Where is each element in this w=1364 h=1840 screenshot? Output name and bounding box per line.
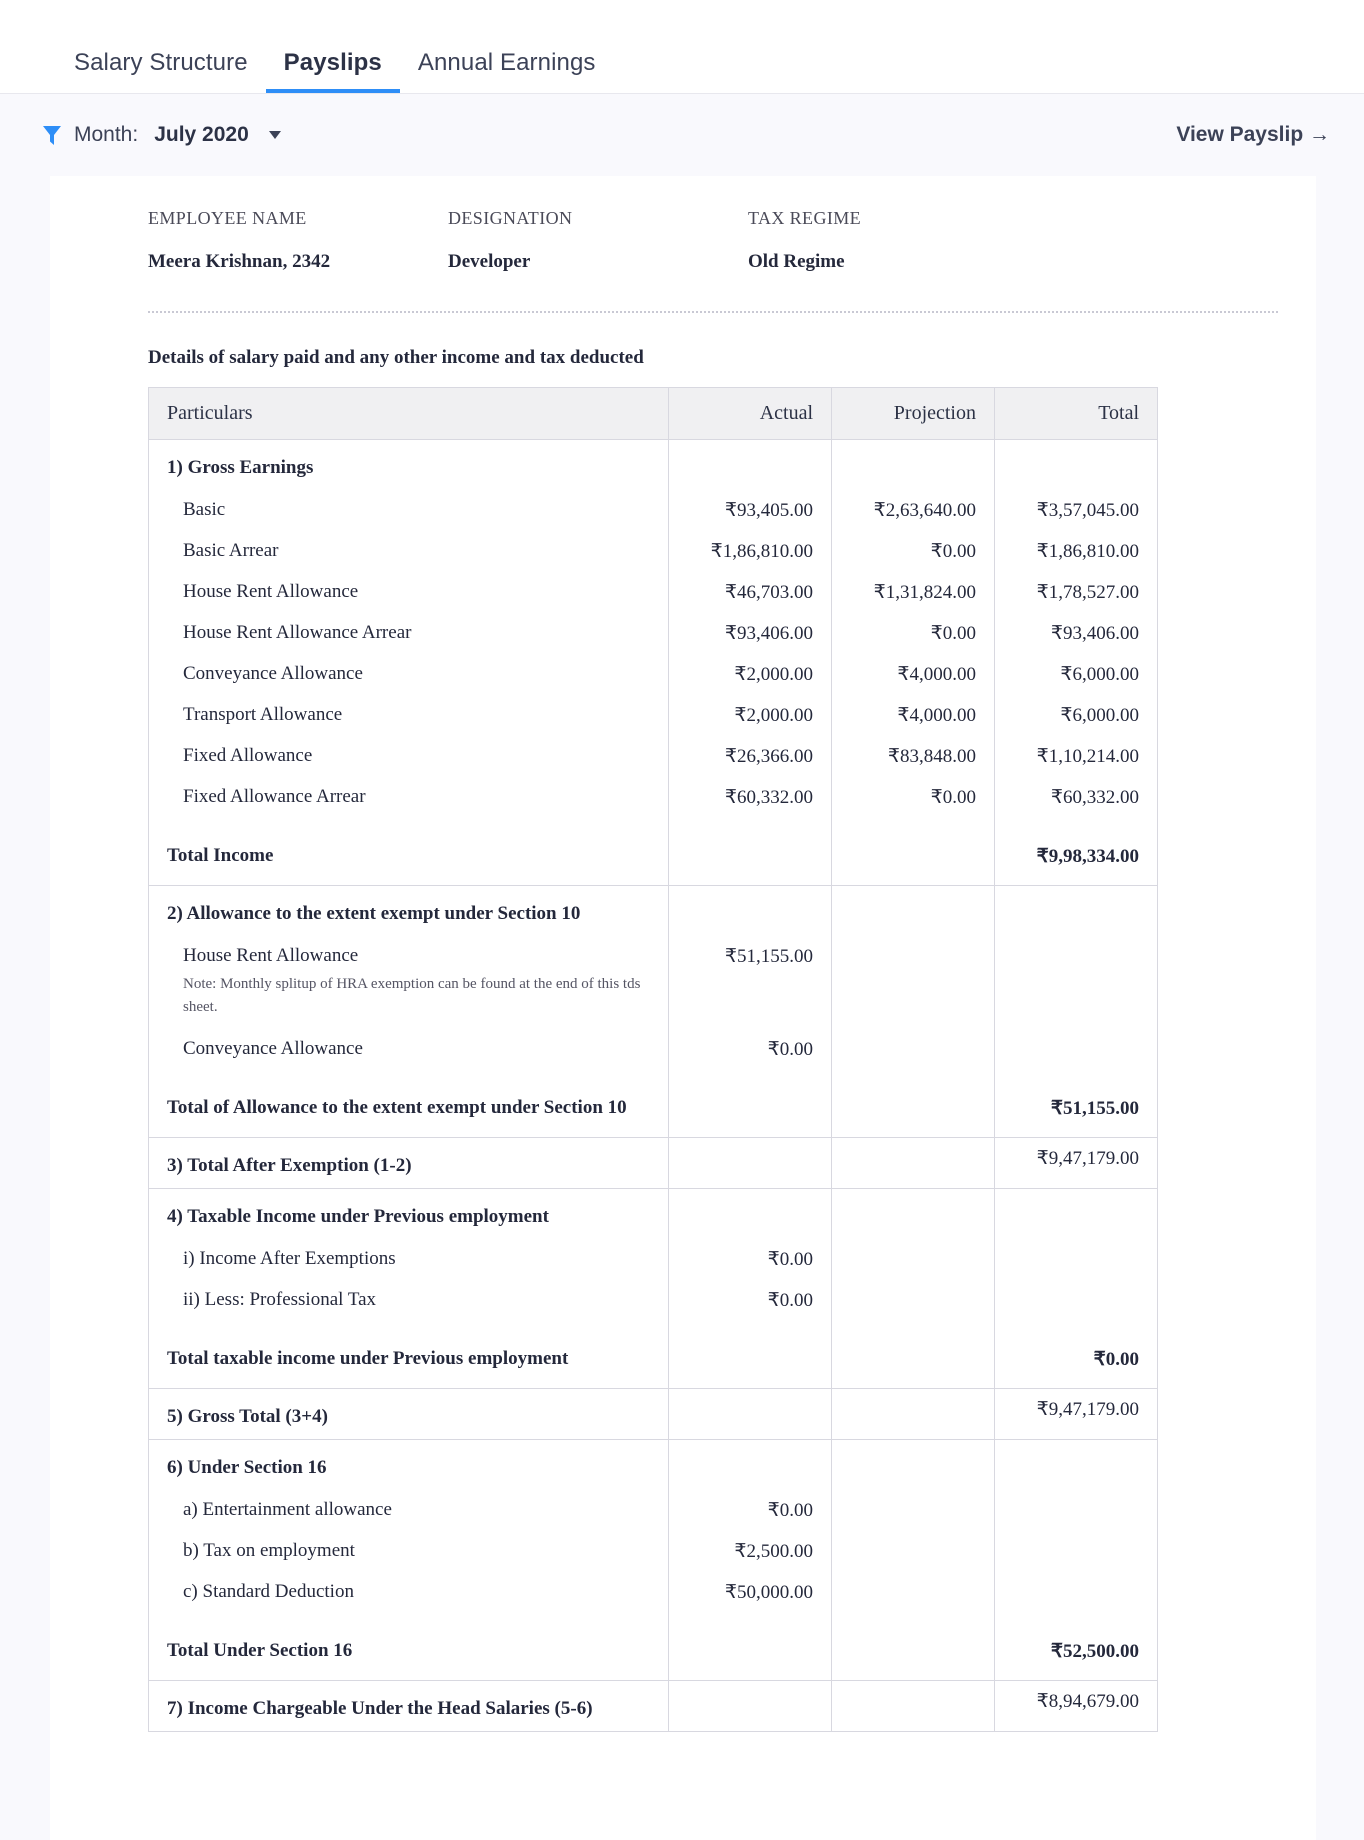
total-value: ₹6,000.00: [995, 654, 1158, 695]
table-row: [149, 1572, 1158, 1613]
spacer-cell: [669, 1613, 832, 1625]
total-value: [995, 1188, 1158, 1239]
spacer-cell: [832, 1613, 995, 1625]
employee-meta: [88, 202, 1278, 273]
spacer-cell: [995, 1613, 1158, 1625]
filter-bar: [0, 94, 1364, 176]
total-value: ₹9,98,334.00: [995, 830, 1158, 886]
tax-regime-block: [748, 208, 861, 273]
row-label: 3) Total After Exemption (1-2): [149, 1137, 669, 1188]
actual-value: ₹0.00: [669, 1239, 832, 1280]
spacer-cell: [669, 1070, 832, 1082]
section-total-row: [149, 1625, 1158, 1681]
total-value: ₹9,47,179.00: [995, 1137, 1158, 1188]
row-label: Total Income: [149, 830, 669, 886]
spacer-cell: [669, 1321, 832, 1333]
table-row: [149, 572, 1158, 613]
table-group: [149, 1188, 1158, 1388]
actual-value: [669, 886, 832, 937]
designation-block: [448, 208, 748, 273]
actual-value: [669, 440, 832, 491]
projection-value: ₹0.00: [832, 777, 995, 818]
section-total-row: [149, 1082, 1158, 1138]
projection-value: [832, 1137, 995, 1188]
total-value: ₹1,86,810.00: [995, 531, 1158, 572]
projection-value: ₹0.00: [832, 613, 995, 654]
total-value: ₹0.00: [995, 1333, 1158, 1389]
projection-value: [832, 1572, 995, 1613]
total-value: [995, 1029, 1158, 1070]
table-group: [149, 440, 1158, 886]
projection-value: ₹0.00: [832, 531, 995, 572]
projection-value: [832, 830, 995, 886]
month-filter[interactable]: [42, 123, 281, 147]
table-row: [149, 654, 1158, 695]
spacer-cell: [995, 1070, 1158, 1082]
row-label: 7) Income Chargeable Under the Head Salaries (5-6): [149, 1680, 669, 1731]
row-spacer: [149, 1613, 1158, 1625]
spacer-cell: [149, 1070, 669, 1082]
month-filter-label: Month:: [74, 123, 139, 146]
total-value: [995, 1531, 1158, 1572]
section-heading-row: [149, 1188, 1158, 1239]
projection-value: [832, 1439, 995, 1490]
payslip-sheet-area: [0, 176, 1364, 1840]
actual-value: ₹46,703.00: [669, 572, 832, 613]
projection-value: ₹4,000.00: [832, 695, 995, 736]
total-value: ₹3,57,045.00: [995, 490, 1158, 531]
total-value: ₹93,406.00: [995, 613, 1158, 654]
section-heading-row: [149, 1439, 1158, 1490]
month-select-value[interactable]: July 2020: [154, 123, 249, 146]
row-label: Fixed Allowance: [149, 736, 669, 777]
table-group: [149, 1680, 1158, 1731]
column-header-actual: Actual: [669, 388, 832, 440]
row-label: House Rent Allowance Arrear: [149, 613, 669, 654]
table-row: [149, 1490, 1158, 1531]
total-value: [995, 1439, 1158, 1490]
tab-salary-structure[interactable]: Salary Structure: [74, 49, 248, 76]
total-value: [995, 1280, 1158, 1321]
actual-value: ₹2,000.00: [669, 695, 832, 736]
row-spacer: [149, 1070, 1158, 1082]
projection-value: ₹2,63,640.00: [832, 490, 995, 531]
table-group: [149, 1388, 1158, 1439]
employee-name-block: [148, 208, 448, 273]
total-value: ₹52,500.00: [995, 1625, 1158, 1681]
table-row: [149, 736, 1158, 777]
spacer-cell: [832, 818, 995, 830]
table-row: [149, 613, 1158, 654]
table-row: [149, 531, 1158, 572]
row-label: ii) Less: Professional Tax: [149, 1280, 669, 1321]
projection-value: [832, 936, 995, 1029]
employee-name-label: EMPLOYEE NAME: [148, 208, 307, 228]
projection-value: [832, 1280, 995, 1321]
table-row: [149, 777, 1158, 818]
projection-value: [832, 1082, 995, 1138]
actual-value: ₹50,000.00: [669, 1572, 832, 1613]
row-label: Total of Allowance to the extent exempt under Section 10: [149, 1082, 669, 1138]
tax-regime-value: Old Regime: [748, 251, 845, 272]
total-value: ₹60,332.00: [995, 777, 1158, 818]
projection-value: [832, 1239, 995, 1280]
actual-value: ₹93,405.00: [669, 490, 832, 531]
spacer-cell: [832, 1070, 995, 1082]
employee-name-value: Meera Krishnan, 2342: [148, 251, 331, 272]
projection-value: ₹83,848.00: [832, 736, 995, 777]
spacer-cell: [149, 818, 669, 830]
row-label: Fixed Allowance Arrear: [149, 777, 669, 818]
row-label: Conveyance Allowance: [149, 654, 669, 695]
actual-value: ₹26,366.00: [669, 736, 832, 777]
total-value: ₹1,78,527.00: [995, 572, 1158, 613]
row-label: c) Standard Deduction: [149, 1572, 669, 1613]
projection-value: [832, 1333, 995, 1389]
total-value: ₹8,94,679.00: [995, 1680, 1158, 1731]
projection-value: [832, 440, 995, 491]
total-value: [995, 1572, 1158, 1613]
projection-value: [832, 1531, 995, 1572]
view-payslip-link[interactable]: View Payslip →: [1176, 123, 1330, 146]
projection-value: [832, 1188, 995, 1239]
table-row: [149, 695, 1158, 736]
actual-value: [669, 1137, 832, 1188]
actual-value: [669, 1388, 832, 1439]
total-value: ₹51,155.00: [995, 1082, 1158, 1138]
section-total-row: [149, 830, 1158, 886]
actual-value: ₹2,500.00: [669, 1531, 832, 1572]
projection-value: [832, 1680, 995, 1731]
table-row: [149, 1531, 1158, 1572]
row-label: Total Under Section 16: [149, 1625, 669, 1681]
total-value: [995, 1490, 1158, 1531]
row-label: House Rent Allowance: [149, 572, 669, 613]
designation-label: DESIGNATION: [448, 208, 573, 228]
table-row: [149, 1280, 1158, 1321]
table-row: [149, 936, 1158, 1029]
row-label: Conveyance Allowance: [149, 1029, 669, 1070]
meta-divider: [148, 311, 1278, 313]
actual-value: [669, 830, 832, 886]
spacer-cell: [669, 818, 832, 830]
actual-value: ₹0.00: [669, 1280, 832, 1321]
table-group: [149, 1439, 1158, 1680]
total-value: ₹6,000.00: [995, 695, 1158, 736]
table-row: [149, 1029, 1158, 1070]
actual-value: ₹0.00: [669, 1029, 832, 1070]
row-label: 5) Gross Total (3+4): [149, 1388, 669, 1439]
section-heading-row: [149, 1137, 1158, 1188]
total-value: [995, 1239, 1158, 1280]
total-value: [995, 440, 1158, 491]
column-header-total: Total: [995, 388, 1158, 440]
projection-value: ₹4,000.00: [832, 654, 995, 695]
spacer-cell: [832, 1321, 995, 1333]
row-spacer: [149, 1321, 1158, 1333]
section-heading-row: [149, 1388, 1158, 1439]
row-label: Total taxable income under Previous employment: [149, 1333, 669, 1389]
row-label: House Rent Allowance Note: Monthly splitup of HRA exemption can be found at the end of this tds sheet.: [149, 936, 669, 1029]
projection-value: [832, 1029, 995, 1070]
projection-value: [832, 886, 995, 937]
row-label: 6) Under Section 16: [149, 1439, 669, 1490]
section-heading-row: [149, 1680, 1158, 1731]
table-group: [149, 886, 1158, 1138]
section-heading-row: [149, 440, 1158, 491]
actual-value: ₹2,000.00: [669, 654, 832, 695]
section-heading-row: [149, 886, 1158, 937]
actual-value: ₹60,332.00: [669, 777, 832, 818]
tab-annual-earnings[interactable]: Annual Earnings: [417, 49, 596, 76]
table-group: [149, 1137, 1158, 1188]
row-label: 2) Allowance to the extent exempt under Section 10: [149, 886, 669, 937]
spacer-cell: [149, 1613, 669, 1625]
tax-regime-label: TAX REGIME: [748, 208, 862, 228]
row-label: b) Tax on employment: [149, 1531, 669, 1572]
table-caption: Details of salary paid and any other income and tax deducted: [148, 347, 644, 368]
row-label: a) Entertainment allowance: [149, 1490, 669, 1531]
column-header-particulars: Particulars: [149, 388, 669, 440]
row-label: Basic: [149, 490, 669, 531]
section-total-row: [149, 1333, 1158, 1389]
actual-value: [669, 1680, 832, 1731]
tds-table: [148, 387, 1158, 1732]
actual-value: [669, 1439, 832, 1490]
top-tab-bar: [0, 0, 1364, 94]
total-value: ₹1,10,214.00: [995, 736, 1158, 777]
row-label: 1) Gross Earnings: [149, 440, 669, 491]
row-label: Basic Arrear: [149, 531, 669, 572]
spacer-cell: [995, 1321, 1158, 1333]
actual-value: ₹51,155.00: [669, 936, 832, 1029]
column-header-projection: Projection: [832, 388, 995, 440]
actual-value: [669, 1333, 832, 1389]
actual-value: [669, 1188, 832, 1239]
tds-sheet: [50, 176, 1316, 1840]
actual-value: ₹1,86,810.00: [669, 531, 832, 572]
designation-value: Developer: [448, 251, 531, 272]
total-value: [995, 936, 1158, 1029]
total-value: ₹9,47,179.00: [995, 1388, 1158, 1439]
projection-value: [832, 1388, 995, 1439]
funnel-icon: [42, 124, 62, 146]
actual-value: [669, 1082, 832, 1138]
table-row: [149, 490, 1158, 531]
actual-value: ₹0.00: [669, 1490, 832, 1531]
projection-value: [832, 1490, 995, 1531]
table-header-row: [149, 388, 1158, 440]
row-note: Note: Monthly splitup of HRA exemption can be found at the end of this tds sheet.: [183, 976, 641, 1016]
row-spacer: [149, 818, 1158, 830]
chevron-down-icon[interactable]: [269, 131, 281, 139]
actual-value: [669, 1625, 832, 1681]
row-label: i) Income After Exemptions: [149, 1239, 669, 1280]
table-row: [149, 1239, 1158, 1280]
table-header: [149, 388, 1158, 440]
projection-value: [832, 1625, 995, 1681]
tab-payslips[interactable]: Payslips: [266, 51, 400, 93]
actual-value: ₹93,406.00: [669, 613, 832, 654]
row-label: 4) Taxable Income under Previous employment: [149, 1188, 669, 1239]
row-label: Transport Allowance: [149, 695, 669, 736]
spacer-cell: [149, 1321, 669, 1333]
projection-value: ₹1,31,824.00: [832, 572, 995, 613]
total-value: [995, 886, 1158, 937]
spacer-cell: [995, 818, 1158, 830]
